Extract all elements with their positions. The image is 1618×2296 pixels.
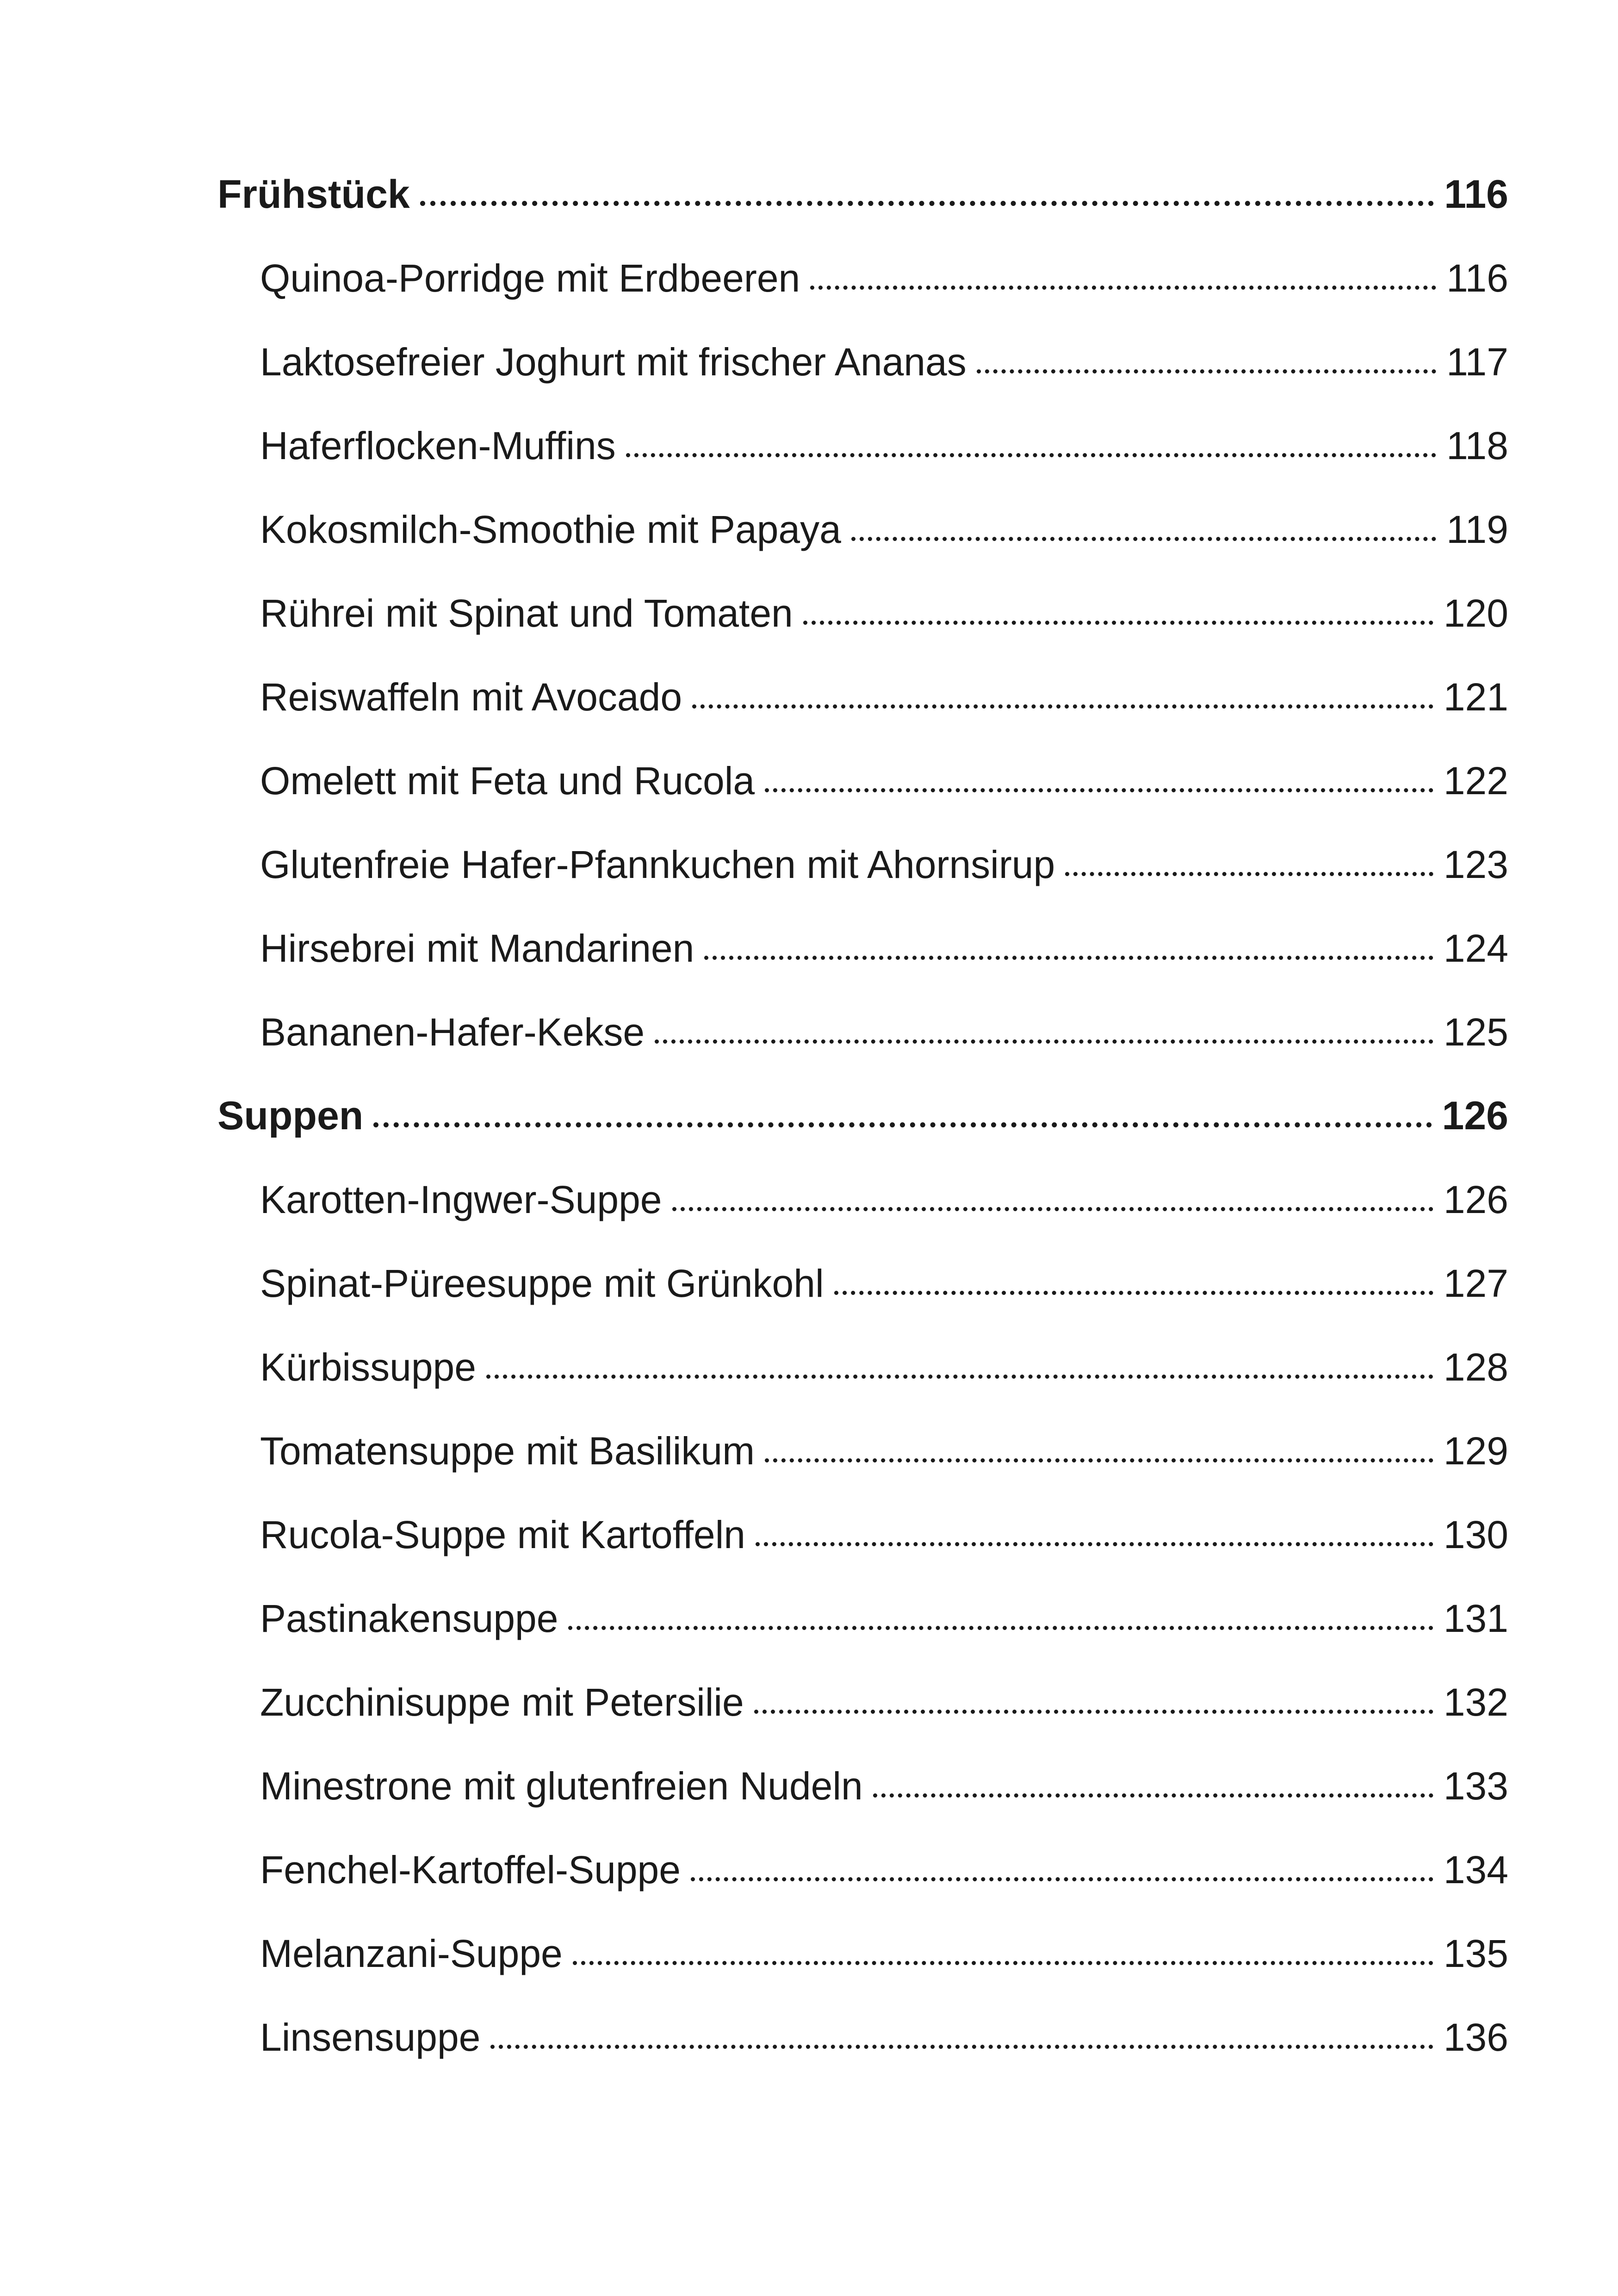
toc-entry-title: Rucola-Suppe mit Kartoffeln	[260, 1513, 746, 1556]
dot-leader	[486, 1375, 1433, 1379]
toc-entry-page: 127	[1443, 1262, 1508, 1305]
toc-entry-page: 117	[1446, 340, 1508, 384]
toc-entry[interactable]	[260, 1842, 1508, 1898]
toc-entry-title: Reiswaffeln mit Avocado	[260, 675, 682, 719]
toc-heading-page: 116	[1444, 172, 1508, 217]
toc-entry-title: Kürbissuppe	[260, 1345, 476, 1389]
toc-entry-title: Fenchel-Kartoffel-Suppe	[260, 1848, 681, 1892]
toc-entry-page: 124	[1443, 927, 1508, 970]
dot-leader	[420, 201, 1434, 206]
toc-entry-page: 120	[1443, 591, 1508, 635]
toc-heading[interactable]	[217, 1088, 1508, 1144]
dot-leader	[573, 1961, 1433, 1965]
dot-leader	[655, 1039, 1433, 1044]
dot-leader	[568, 1626, 1433, 1630]
toc-entry-title: Laktosefreier Joghurt mit frischer Ananas	[260, 340, 967, 384]
toc-entry-title: Linsensuppe	[260, 2016, 481, 2059]
toc-entry-title: Zucchinisuppe mit Petersilie	[260, 1680, 744, 1724]
dot-leader	[765, 788, 1433, 792]
toc-entry-title: Quinoa-Porridge mit Erdbeeren	[260, 256, 800, 300]
toc-entry-page: 135	[1443, 1932, 1508, 1975]
toc-entry-page: 125	[1443, 1010, 1508, 1054]
dot-leader	[754, 1710, 1433, 1714]
dot-leader	[834, 1291, 1433, 1295]
toc-entry-title: Kokosmilch-Smoothie mit Papaya	[260, 508, 841, 551]
dot-leader	[691, 1877, 1433, 1881]
toc-entry-page: 129	[1443, 1429, 1508, 1473]
toc-heading[interactable]	[217, 167, 1508, 222]
toc-entry-page: 126	[1443, 1178, 1508, 1221]
toc-entry[interactable]	[260, 1256, 1508, 1311]
toc-entry[interactable]	[260, 1926, 1508, 1981]
toc-entry[interactable]	[260, 1172, 1508, 1227]
toc-heading-title: Suppen	[217, 1094, 364, 1138]
toc-entry[interactable]	[260, 2010, 1508, 2065]
dot-leader	[803, 621, 1433, 625]
toc-entry-title: Bananen-Hafer-Kekse	[260, 1010, 645, 1054]
toc-entry[interactable]	[260, 1758, 1508, 1814]
toc-entry-title: Minestrone mit glutenfreien Nudeln	[260, 1764, 863, 1808]
toc-entry-page: 134	[1443, 1848, 1508, 1892]
dot-leader	[692, 704, 1433, 709]
toc-entry-title: Melanzani-Suppe	[260, 1932, 563, 1975]
toc-entry-page: 132	[1443, 1680, 1508, 1724]
toc-entry-title: Omelett mit Feta und Rucola	[260, 759, 755, 803]
toc-entry-page: 122	[1443, 759, 1508, 803]
dot-leader	[765, 1458, 1433, 1462]
toc-entry-page: 136	[1443, 2016, 1508, 2059]
toc-entry[interactable]	[260, 921, 1508, 976]
toc-entry[interactable]	[260, 334, 1508, 390]
toc-entry-page: 131	[1443, 1597, 1508, 1640]
dot-leader	[851, 537, 1436, 541]
toc-entry-title: Haferflocken-Muffins	[260, 424, 616, 467]
toc-entry-page: 121	[1443, 675, 1508, 719]
dot-leader	[977, 369, 1436, 373]
dot-leader	[810, 286, 1436, 290]
toc-entry-title: Tomatensuppe mit Basilikum	[260, 1429, 755, 1473]
toc-entry[interactable]	[260, 418, 1508, 473]
toc-entry-page: 130	[1443, 1513, 1508, 1556]
dot-leader	[1065, 872, 1433, 876]
toc-entry[interactable]	[260, 1674, 1508, 1730]
dot-leader	[490, 2045, 1433, 2049]
toc-entry-title: Glutenfreie Hafer-Pfannkuchen mit Ahornsirup	[260, 843, 1055, 886]
toc-entry[interactable]	[260, 1339, 1508, 1395]
toc-entry[interactable]	[260, 1423, 1508, 1479]
toc-entry[interactable]	[260, 669, 1508, 725]
dot-leader	[373, 1122, 1432, 1127]
toc-entry-page: 116	[1446, 256, 1508, 300]
toc-entry-title: Pastinakensuppe	[260, 1597, 558, 1640]
toc-heading-page: 126	[1442, 1094, 1508, 1138]
dot-leader	[704, 956, 1433, 960]
toc-entry[interactable]	[260, 1591, 1508, 1646]
toc-entry-title: Rührei mit Spinat und Tomaten	[260, 591, 793, 635]
toc-entry-page: 123	[1443, 843, 1508, 886]
toc-entry[interactable]	[260, 585, 1508, 641]
toc-entry-page: 128	[1443, 1345, 1508, 1389]
toc-entry-title: Hirsebrei mit Mandarinen	[260, 927, 694, 970]
dot-leader	[626, 453, 1436, 457]
toc-entry-title: Spinat-Püreesuppe mit Grünkohl	[260, 1262, 824, 1305]
toc-entry[interactable]	[260, 753, 1508, 809]
toc-heading-title: Frühstück	[217, 172, 410, 217]
toc-entry-title: Karotten-Ingwer-Suppe	[260, 1178, 662, 1221]
toc-entry-page: 133	[1443, 1764, 1508, 1808]
toc-entry[interactable]	[260, 502, 1508, 557]
dot-leader	[672, 1207, 1433, 1211]
toc-entry-page: 119	[1446, 508, 1508, 551]
toc-entry[interactable]	[260, 1004, 1508, 1060]
toc-entry-page: 118	[1446, 424, 1508, 467]
dot-leader	[873, 1793, 1433, 1798]
toc-entry[interactable]	[260, 250, 1508, 306]
toc-entry[interactable]	[260, 1507, 1508, 1562]
toc-entry[interactable]	[260, 837, 1508, 892]
dot-leader	[756, 1542, 1433, 1546]
